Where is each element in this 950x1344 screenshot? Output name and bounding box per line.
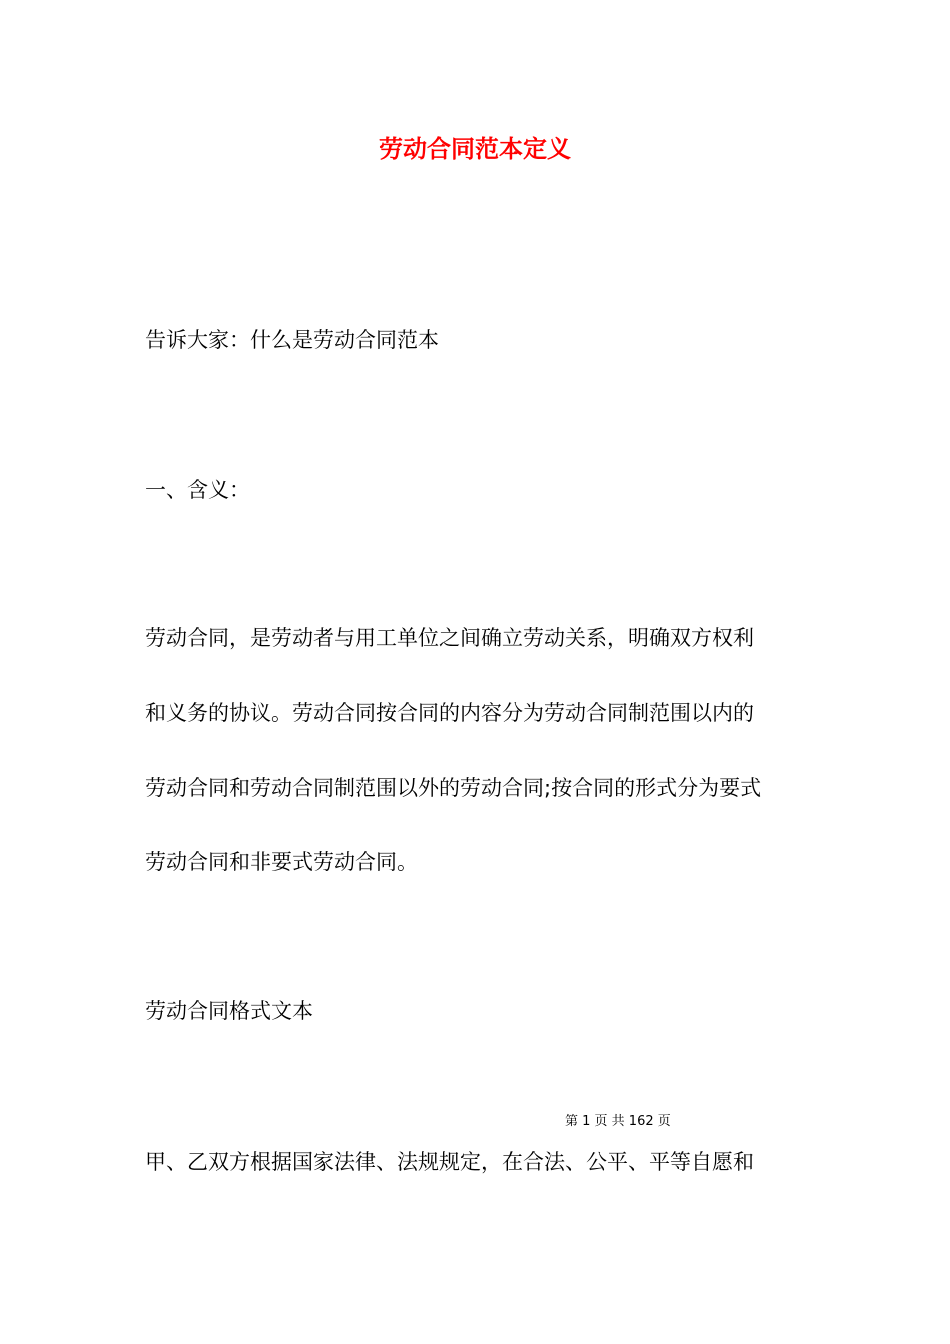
definition-line-3: 劳动合同和劳动合同制范围以外的劳动合同;按合同的形式分为要式 xyxy=(145,776,762,800)
page-number-footer: 第 1 页 共 162 页 xyxy=(565,1114,671,1129)
format-heading: 劳动合同格式文本 xyxy=(145,999,313,1023)
definition-line-2: 和义务的协议。劳动合同按合同的内容分为劳动合同制范围以内的 xyxy=(145,701,754,725)
section-heading: 一、含义： xyxy=(145,478,250,502)
definition-line-1: 劳动合同，是劳动者与用工单位之间确立劳动关系，明确双方权利 xyxy=(145,626,754,650)
body-line: 甲、乙双方根据国家法律、法规规定，在合法、公平、平等自愿和 xyxy=(145,1150,754,1174)
document-title: 劳动合同范本定义 xyxy=(379,135,571,163)
intro-text: 告诉大家：什么是劳动合同范本 xyxy=(145,328,439,352)
definition-line-4: 劳动合同和非要式劳动合同。 xyxy=(145,850,418,874)
